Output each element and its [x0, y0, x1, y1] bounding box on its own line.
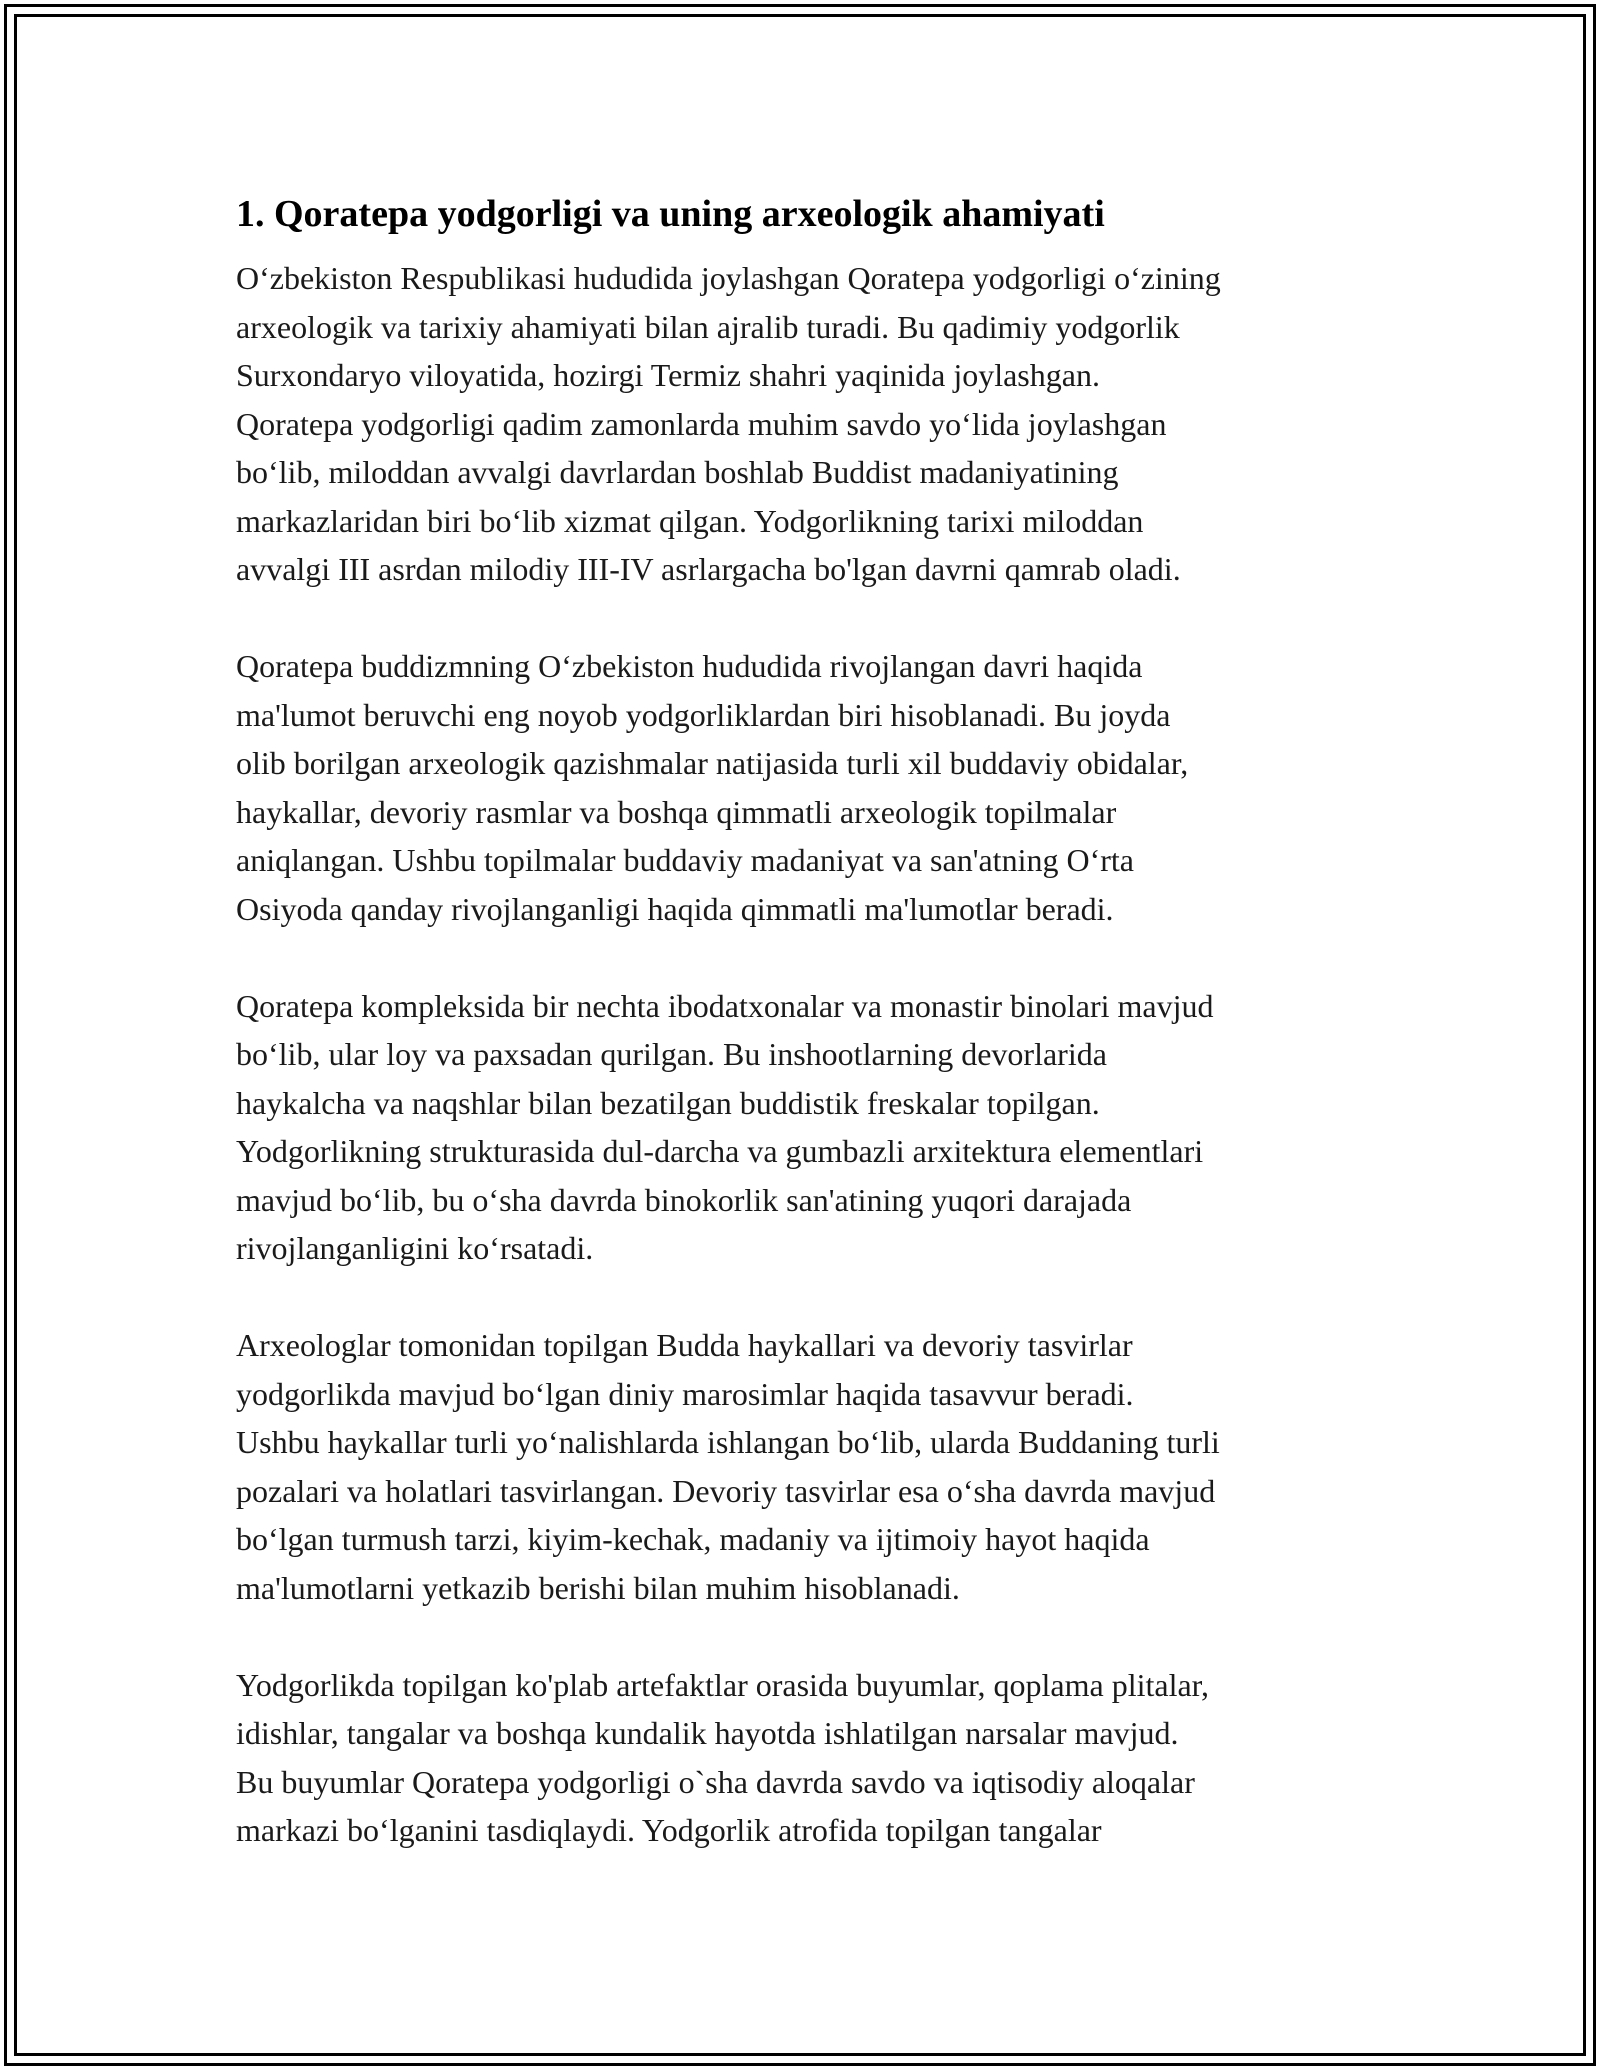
paragraph-line: bo‘lib, miloddan avvalgi davrlardan boshlab Buddist madaniyatining: [236, 454, 1119, 490]
paragraph-line: Qoratepa kompleksida bir nechta ibodatxonalar va monastir binolari mavjud: [236, 987, 1214, 1024]
paragraph-line: haykallar, devoriy rasmlar va boshqa qimmatli arxeologik topilmalar: [236, 793, 1117, 830]
paragraph-5: [236, 1661, 1366, 1855]
paragraph-line: Bu buyumlar Qoratepa yodgorligi o`sha davrda savdo va iqtisodiy aloqalar: [236, 1763, 1195, 1800]
paragraph-2: [236, 642, 1366, 933]
paragraph-line: haykalcha va naqshlar bilan bezatilgan buddistik freskalar topilgan.: [236, 1084, 1100, 1121]
document-body: [236, 188, 1366, 1903]
paragraph-line: Ushbu haykallar turli yo‘nalishlarda ishlangan bo‘lib, ularda Buddaning turli: [236, 1424, 1220, 1460]
paragraph-line: rivojlanganligini ko‘rsatadi.: [236, 1230, 594, 1266]
paragraph-line: markazlaridan biri bo‘lib xizmat qilgan. Yodgorlikning tarixi miloddan: [236, 502, 1144, 539]
paragraph-line: Yodgorlikda topilgan ko'plab artefaktlar orasida buyumlar, qoplama plitalar,: [236, 1666, 1210, 1703]
paragraph-4: [236, 1321, 1366, 1612]
paragraph-line: Osiyoda qanday rivojlanganligi haqida qimmatli ma'lumotlar beradi.: [236, 890, 1114, 927]
paragraph-line: bo‘lib, ular loy va paxsadan qurilgan. Bu inshootlarning devorlarida: [236, 1036, 1107, 1072]
paragraph-3: [236, 982, 1366, 1273]
paragraph-line: arxeologik va tarixiy ahamiyati bilan ajralib turadi. Bu qadimiy yodgorlik: [236, 308, 1180, 345]
paragraph-line: Yodgorlikning strukturasida dul-darcha va gumbazli arxitektura elementlari: [236, 1133, 1204, 1169]
paragraph-line: markazi bo‘lganini tasdiqlaydi. Yodgorlik atrofida topilgan tangalar: [236, 1812, 1102, 1848]
paragraph-line: Surxondaryo viloyatida, hozirgi Termiz shahri yaqinida joylashgan.: [236, 357, 1100, 393]
paragraph-line: ma'lumotlarni yetkazib berishi bilan muhim hisoblanadi.: [236, 1569, 960, 1606]
paragraph-line: idishlar, tangalar va boshqa kundalik hayotda ishlatilgan narsalar mavjud.: [236, 1715, 1179, 1751]
paragraph-line: Arxeologlar tomonidan topilgan Budda haykallari va devoriy tasvirlar: [236, 1327, 1133, 1363]
paragraph-line: avvalgi III asrdan milodiy III-IV asrlargacha bo'lgan davrni qamrab oladi.: [236, 551, 1181, 587]
paragraph-line: O‘zbekiston Respublikasi hududida joylashgan Qoratepa yodgorligi o‘zining: [236, 260, 1221, 296]
paragraph-line: ma'lumot beruvchi eng noyob yodgorliklardan biri hisoblanadi. Bu joyda: [236, 696, 1171, 733]
paragraph-line: mavjud bo‘lib, bu o‘sha davrda binokorlik san'atining yuqori darajada: [236, 1181, 1132, 1218]
paragraph-line: bo‘lgan turmush tarzi, kiyim-kechak, madaniy va ijtimoiy hayot haqida: [236, 1521, 1150, 1557]
paragraph-line: aniqlangan. Ushbu topilmalar buddaviy madaniyat va san'atning O‘rta: [236, 842, 1134, 878]
paragraph-line: yodgorlikda mavjud bo‘lgan diniy marosimlar haqida tasavvur beradi.: [236, 1375, 1134, 1412]
paragraph-line: pozalari va holatlari tasvirlangan. Devoriy tasvirlar esa o‘sha davrda mavjud: [236, 1472, 1216, 1509]
section-heading: 1. Qoratepa yodgorligi va uning arxeologik ahamiyati: [236, 193, 1105, 235]
paragraph-line: Qoratepa yodgorligi qadim zamonlarda muhim savdo yo‘lida joylashgan: [236, 405, 1167, 442]
paragraph-line: olib borilgan arxeologik qazishmalar natijasida turli xil buddaviy obidalar,: [236, 745, 1189, 781]
paragraph-1: [236, 254, 1366, 594]
paragraph-line: Qoratepa buddizmning O‘zbekiston hududida rivojlangan davri haqida: [236, 648, 1143, 684]
